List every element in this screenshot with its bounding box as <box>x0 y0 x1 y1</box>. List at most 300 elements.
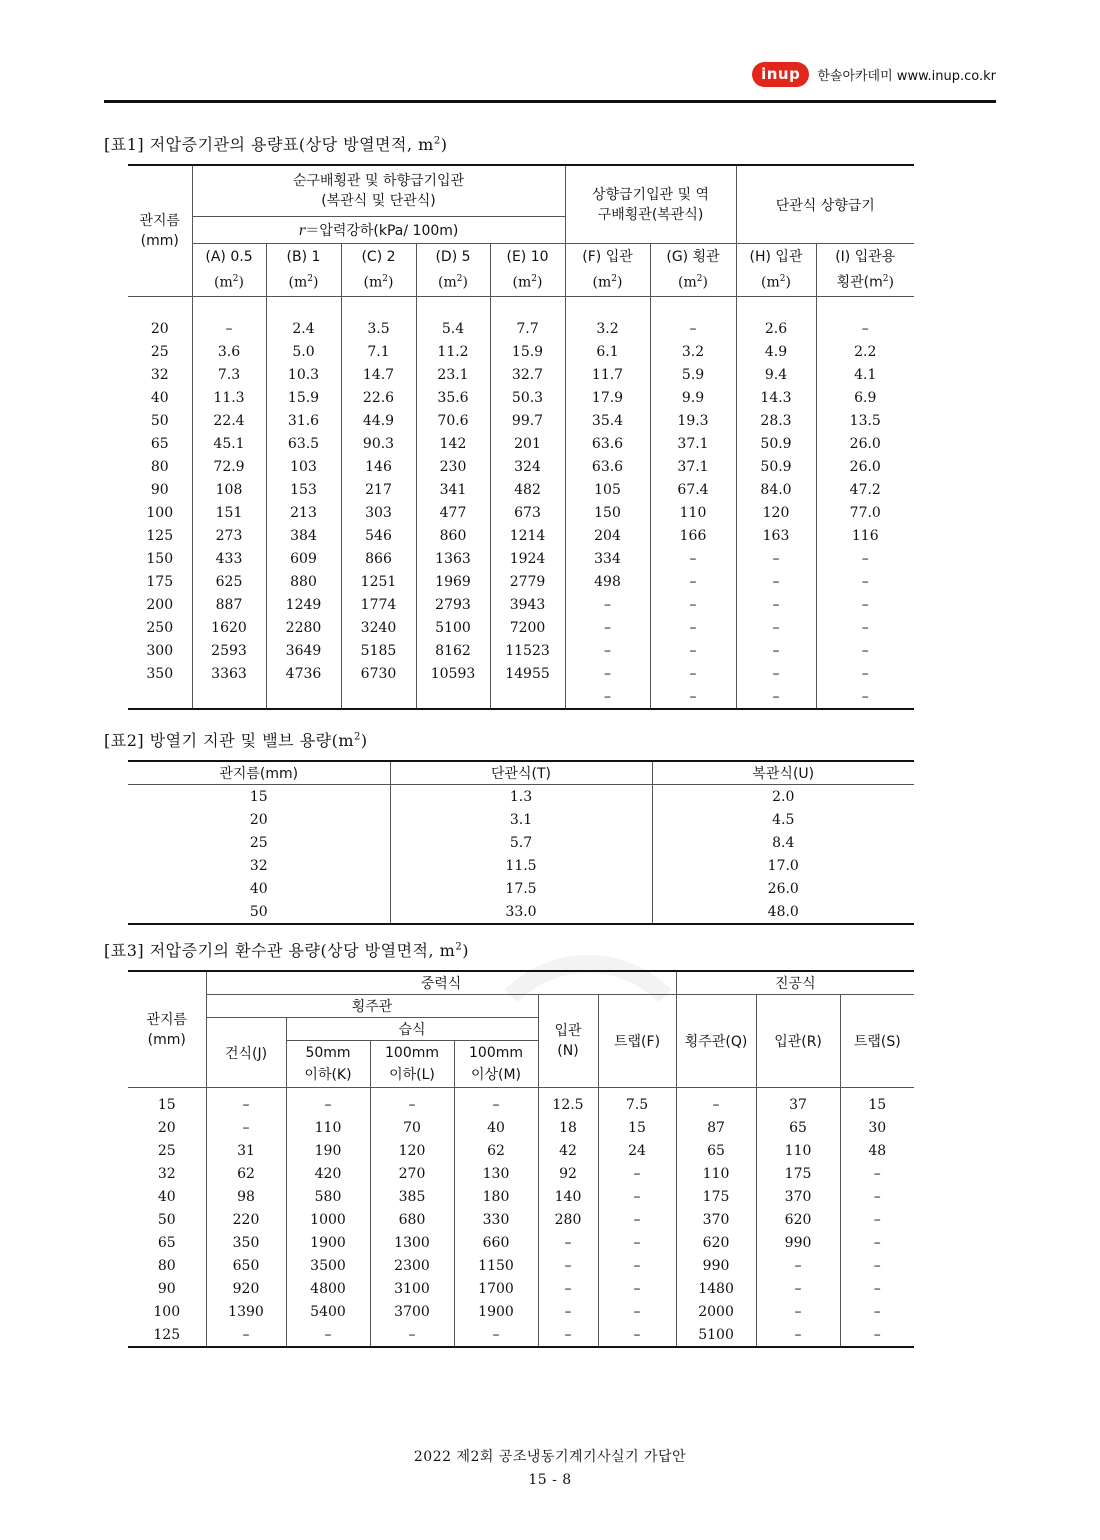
table-cell: 110 <box>676 1162 756 1185</box>
table-cell: 11.7 <box>565 363 650 386</box>
table-cell: – <box>565 639 650 662</box>
table-cell: 11.3 <box>192 386 266 409</box>
table1-col-i <box>816 244 914 297</box>
table-cell: – <box>861 320 869 337</box>
table-cell: – <box>538 1323 598 1347</box>
col-a-unit: $(m^2)$ <box>214 274 244 291</box>
table-cell: 217 <box>341 478 416 501</box>
table-cell: 4.9 <box>736 340 816 363</box>
table-row <box>128 854 914 877</box>
table-cell: 370 <box>676 1208 756 1231</box>
table-cell: 70 <box>370 1116 454 1139</box>
table3-body <box>128 1088 914 1348</box>
table-row <box>128 524 914 547</box>
row-pipe-size-cell: 40 <box>128 1185 206 1208</box>
row-pipe-size-cell: 125 <box>128 524 192 547</box>
col-a-label: (A) 0.5 <box>205 249 253 266</box>
table3-wet: 습식 <box>286 1018 538 1041</box>
table2-header-single: 단관식(T) <box>390 761 652 785</box>
col-f-unit: $(m^2)$ <box>592 274 623 291</box>
table-row <box>128 386 914 409</box>
table-cell: 609 <box>266 547 341 570</box>
table-cell: 7.5 <box>598 1088 676 1117</box>
table-cell: – <box>598 1231 676 1254</box>
table-cell: 35.4 <box>565 409 650 432</box>
table1-col-e <box>490 244 565 297</box>
table-cell: 37.1 <box>650 455 736 478</box>
table-cell: – <box>756 1277 840 1300</box>
table1-pipe-unit: (mm) <box>140 233 179 249</box>
table-cell: – <box>598 1254 676 1277</box>
table-cell: – <box>736 685 816 709</box>
table-cell: 110 <box>650 501 736 524</box>
table-cell: 19.3 <box>650 409 736 432</box>
footer-title: 2022 제2회 공조냉동기계기사실기 가답안 <box>413 1449 687 1465</box>
table-cell: – <box>454 1088 538 1117</box>
table-cell: 2300 <box>370 1254 454 1277</box>
table-cell: 880 <box>266 570 341 593</box>
row-pipe-size-cell: 100 <box>128 1300 206 1323</box>
table-cell: 2779 <box>490 570 565 593</box>
table-cell: – <box>598 1208 676 1231</box>
table-cell: – <box>192 317 266 340</box>
table-cell: 18 <box>538 1116 598 1139</box>
row-pipe-size-cell: 80 <box>128 1254 206 1277</box>
table-cell: 11523 <box>490 639 565 662</box>
table1-group-b <box>565 165 736 244</box>
table3-gravity: 중력식 <box>206 971 676 995</box>
table-cell: 15 <box>598 1116 676 1139</box>
table-cell: 63.6 <box>565 432 650 455</box>
table-cell: 15.9 <box>266 386 341 409</box>
table1-caption-text: [표1] 저압증기관의 용량표(상당 방열면적, m <box>104 135 434 154</box>
table-cell: – <box>565 662 650 685</box>
table-cell: 77.0 <box>849 504 881 521</box>
table-cell <box>416 685 490 709</box>
brand-text: 한솔아카데미 www.inup.co.kr <box>817 69 996 84</box>
table-cell: – <box>736 662 816 685</box>
col-c-unit: $(m^2)$ <box>363 274 394 291</box>
col-i-unit: 횡관$(m^2)$ <box>836 274 894 291</box>
table3 <box>128 970 914 1348</box>
table-cell: 67.4 <box>650 478 736 501</box>
col-g-label: (G) 횡관 <box>666 249 720 266</box>
table1-body <box>128 297 914 710</box>
table-cell: 5100 <box>416 616 490 639</box>
table1-caption-sup: 2 <box>433 135 441 147</box>
table-cell: 5.0 <box>266 340 341 363</box>
table-cell: 87 <box>676 1116 756 1139</box>
table3-header-pipe <box>128 971 206 1088</box>
table3-vacuum: 진공식 <box>676 971 914 995</box>
table-cell: 1900 <box>454 1300 538 1323</box>
table2-caption-text: [표2] 방열기 지관 및 밸브 용량(m <box>104 731 355 750</box>
table-cell: – <box>206 1116 286 1139</box>
table-cell: 7.3 <box>192 363 266 386</box>
table-cell: 887 <box>192 593 266 616</box>
table-cell: 17.5 <box>390 877 652 900</box>
table-cell: 130 <box>454 1162 538 1185</box>
col-d-label: (D) 5 <box>435 249 471 266</box>
table-cell: 40 <box>454 1116 538 1139</box>
table3-caption-text: [표3] 저압증기의 환수관 용량(상당 방열면적, m <box>104 941 456 960</box>
table-row <box>128 340 914 363</box>
table-cell: 15.9 <box>490 340 565 363</box>
table-cell: – <box>873 1188 881 1205</box>
table-cell: 7200 <box>490 616 565 639</box>
inup-logo: inup <box>752 62 809 87</box>
table1-col-c <box>341 244 416 297</box>
table-cell: 280 <box>538 1208 598 1231</box>
table-cell: 673 <box>490 501 565 524</box>
table-row <box>128 1208 914 1231</box>
table-cell: 150 <box>565 501 650 524</box>
table-cell: 3240 <box>341 616 416 639</box>
table-cell: 190 <box>286 1139 370 1162</box>
table-cell: 6730 <box>341 662 416 685</box>
table-cell: 48.0 <box>767 903 799 920</box>
row-pipe-size-cell: 175 <box>128 570 192 593</box>
table-cell: 17.0 <box>767 857 799 874</box>
table1-col-g <box>650 244 736 297</box>
table-cell: 860 <box>416 524 490 547</box>
table-cell: 166 <box>650 524 736 547</box>
table-cell: – <box>286 1323 370 1347</box>
table-cell: 180 <box>454 1185 538 1208</box>
table-cell: – <box>861 665 869 682</box>
table-cell: – <box>206 1088 286 1117</box>
table-cell: 37.1 <box>650 432 736 455</box>
table-cell: 37 <box>756 1088 840 1117</box>
table-cell: 2.6 <box>736 317 816 340</box>
table-cell <box>192 685 266 709</box>
table-cell: 3500 <box>286 1254 370 1277</box>
table-row <box>128 877 914 900</box>
table-cell: 26.0 <box>849 458 881 475</box>
table-cell: 50.9 <box>736 455 816 478</box>
table-cell: 11.2 <box>416 340 490 363</box>
table1-pressure-row <box>192 217 565 244</box>
table-cell: 350 <box>206 1231 286 1254</box>
table-row <box>128 570 914 593</box>
table-cell: – <box>736 639 816 662</box>
table-cell: 63.6 <box>565 455 650 478</box>
table-row <box>128 547 914 570</box>
table-cell: 2593 <box>192 639 266 662</box>
table-cell: 22.6 <box>341 386 416 409</box>
table-cell: 30 <box>868 1119 887 1136</box>
table-cell: 4.5 <box>772 811 795 828</box>
table-cell: 213 <box>266 501 341 524</box>
col-h-unit: $(m^2)$ <box>761 274 791 291</box>
table-cell: 9.9 <box>650 386 736 409</box>
table-cell: 5.7 <box>390 831 652 854</box>
table-cell: – <box>873 1303 881 1320</box>
table-cell: 1251 <box>341 570 416 593</box>
table-cell: 385 <box>370 1185 454 1208</box>
table-cell: 62 <box>454 1139 538 1162</box>
row-pipe-size-cell: 15 <box>128 785 390 809</box>
table-cell: 92 <box>538 1162 598 1185</box>
table-cell: 1774 <box>341 593 416 616</box>
table3-vac-trap: 트랩(S) <box>840 995 914 1088</box>
table1-pressure-label: ＝압력강하(kPa/ 100m) <box>305 223 459 239</box>
table-cell: 5.4 <box>416 317 490 340</box>
table1-group-c <box>736 165 914 244</box>
table2-body <box>128 785 914 925</box>
table-cell: – <box>650 685 736 709</box>
table-cell: 7.7 <box>490 317 565 340</box>
table-cell: 1620 <box>192 616 266 639</box>
table-cell: 2.4 <box>266 317 341 340</box>
table1 <box>128 164 914 710</box>
table1-group-c-label: 단관식 상향급기 <box>775 197 875 214</box>
table-cell: 14.7 <box>341 363 416 386</box>
table3-wet-k: 50mm 이하(K) <box>286 1041 370 1088</box>
table-cell: 163 <box>736 524 816 547</box>
table3-caption-end: ) <box>462 941 469 960</box>
table-cell: 31.6 <box>266 409 341 432</box>
col-d-unit: $(m^2)$ <box>438 274 468 291</box>
table-cell: 2.2 <box>854 343 877 360</box>
table-cell: – <box>873 1326 881 1343</box>
table-row <box>128 432 914 455</box>
table-cell: 477 <box>416 501 490 524</box>
table-cell: – <box>286 1088 370 1117</box>
table-cell: 1249 <box>266 593 341 616</box>
table-row <box>128 409 914 432</box>
row-pipe-size-cell: 250 <box>128 616 192 639</box>
table-cell: 175 <box>756 1162 840 1185</box>
table-cell: 273 <box>192 524 266 547</box>
table-cell: 63.5 <box>266 432 341 455</box>
table-cell: 120 <box>736 501 816 524</box>
table-cell: 8162 <box>416 639 490 662</box>
table-cell: 98 <box>206 1185 286 1208</box>
table-cell: 650 <box>206 1254 286 1277</box>
table-cell: 4.1 <box>854 366 877 383</box>
table-cell: – <box>538 1231 598 1254</box>
table1-col-h <box>736 244 816 297</box>
table-row <box>128 1231 914 1254</box>
table-cell: 420 <box>286 1162 370 1185</box>
table-cell: 201 <box>490 432 565 455</box>
col-g-unit: $(m^2)$ <box>678 274 708 291</box>
table-cell: 5400 <box>286 1300 370 1323</box>
table-cell: 23.1 <box>416 363 490 386</box>
table-row <box>128 1323 914 1347</box>
table-cell: – <box>756 1254 840 1277</box>
col-b-label: (B) 1 <box>286 249 321 266</box>
table-cell: 3.2 <box>650 340 736 363</box>
table1-pipe-label: 관지름 <box>139 213 181 229</box>
table-cell: – <box>736 593 816 616</box>
table-cell: 625 <box>192 570 266 593</box>
table-cell: 116 <box>851 527 879 544</box>
table-cell: 334 <box>565 547 650 570</box>
table-cell: – <box>861 688 869 705</box>
table-row <box>128 1116 914 1139</box>
table-cell: 620 <box>676 1231 756 1254</box>
table2-caption <box>104 728 368 751</box>
row-pipe-size-cell: 50 <box>128 900 390 924</box>
table-row <box>128 593 914 616</box>
table-cell: 2000 <box>676 1300 756 1323</box>
table-cell: 50.3 <box>490 386 565 409</box>
table-row <box>128 616 914 639</box>
table-cell: 140 <box>538 1185 598 1208</box>
table-row <box>128 831 914 854</box>
table-cell: 28.3 <box>736 409 816 432</box>
table-cell: – <box>861 596 869 613</box>
table-cell: 70.6 <box>416 409 490 432</box>
row-pipe-size-cell: 350 <box>128 662 192 685</box>
table-cell: 2.0 <box>772 788 795 805</box>
table-cell: 1.3 <box>390 785 652 809</box>
table2-caption-end: ) <box>360 731 368 750</box>
table-cell: 482 <box>490 478 565 501</box>
table-cell: 3.5 <box>341 317 416 340</box>
table-cell: 3.6 <box>192 340 266 363</box>
table1-caption <box>104 132 447 155</box>
table-row <box>128 1088 914 1117</box>
table-cell: 1000 <box>286 1208 370 1231</box>
table-cell: – <box>650 570 736 593</box>
table-cell: 99.7 <box>490 409 565 432</box>
table-cell: 110 <box>756 1139 840 1162</box>
table3-riser-unit: (N) <box>557 1043 579 1059</box>
table-row <box>128 1139 914 1162</box>
row-pipe-size-cell: 65 <box>128 432 192 455</box>
table-cell: 22.4 <box>192 409 266 432</box>
table3-caption <box>104 938 469 961</box>
table-cell: 35.6 <box>416 386 490 409</box>
row-pipe-size-cell: 32 <box>128 1162 206 1185</box>
row-pipe-size-cell: 25 <box>128 340 192 363</box>
table1-col-a <box>192 244 266 297</box>
table3-riser-label: 입관 <box>554 1023 582 1039</box>
row-pipe-size-cell: 200 <box>128 593 192 616</box>
table-cell: 4736 <box>266 662 341 685</box>
table-cell: – <box>756 1323 840 1347</box>
table3-wet-l: 100mm 이하(L) <box>370 1041 454 1088</box>
table-cell: 50.9 <box>736 432 816 455</box>
table3-dry: 건식(J) <box>206 1018 286 1088</box>
table-cell: 146 <box>341 455 416 478</box>
table-cell: 324 <box>490 455 565 478</box>
col-b-unit: $(m^2)$ <box>288 274 319 291</box>
table-cell: 153 <box>266 478 341 501</box>
table-row <box>128 363 914 386</box>
table-cell: 151 <box>192 501 266 524</box>
row-pipe-size-cell: 80 <box>128 455 192 478</box>
table-cell: 1969 <box>416 570 490 593</box>
table-cell: 110 <box>286 1116 370 1139</box>
col-e-label: (E) 10 <box>506 249 549 266</box>
table-row <box>128 455 914 478</box>
row-pipe-size-cell: 32 <box>128 854 390 877</box>
table-row <box>128 478 914 501</box>
table-row <box>128 501 914 524</box>
table-cell <box>490 685 565 709</box>
table-cell: – <box>873 1257 881 1274</box>
table1-col-f <box>565 244 650 297</box>
table-cell: 1300 <box>370 1231 454 1254</box>
table-cell: – <box>370 1088 454 1117</box>
col-c-label: (C) 2 <box>361 249 396 266</box>
table-cell: 330 <box>454 1208 538 1231</box>
table-row <box>128 317 914 340</box>
table2-header-pipe: 관지름(mm) <box>128 761 390 785</box>
table3-vac-riser: 입관(R) <box>756 995 840 1088</box>
table-cell: 384 <box>266 524 341 547</box>
row-pipe-size-cell: 50 <box>128 1208 206 1231</box>
table-cell: 5185 <box>341 639 416 662</box>
row-pipe-size-cell: 65 <box>128 1231 206 1254</box>
table-cell: 26.0 <box>849 435 881 452</box>
table3-trap-f: 트랩(F) <box>598 995 676 1088</box>
table-cell: 270 <box>370 1162 454 1185</box>
table-cell: 204 <box>565 524 650 547</box>
row-pipe-size-cell: 90 <box>128 478 192 501</box>
table-cell <box>341 685 416 709</box>
table-cell: 47.2 <box>849 481 881 498</box>
table-cell: – <box>538 1277 598 1300</box>
table-cell: 12.5 <box>538 1088 598 1117</box>
row-pipe-size-cell: 15 <box>128 1088 206 1117</box>
row-pipe-size-cell: 300 <box>128 639 192 662</box>
table-cell: 65 <box>756 1116 840 1139</box>
row-pipe-size-cell: 20 <box>128 1116 206 1139</box>
col-e-unit: $(m^2)$ <box>512 274 543 291</box>
table3-riser <box>538 995 598 1088</box>
table-cell: 175 <box>676 1185 756 1208</box>
table-cell: 2280 <box>266 616 341 639</box>
table-cell: 1390 <box>206 1300 286 1323</box>
table-cell: 6.9 <box>854 389 877 406</box>
table-cell: – <box>565 685 650 709</box>
table2 <box>128 760 914 925</box>
footer-page-number: 15 - 8 <box>528 1472 572 1488</box>
table-cell: – <box>873 1165 881 1182</box>
table-cell: 1480 <box>676 1277 756 1300</box>
table-cell: – <box>206 1323 286 1347</box>
table-cell: 120 <box>370 1139 454 1162</box>
table-cell: 5100 <box>676 1323 756 1347</box>
table-cell: 31 <box>206 1139 286 1162</box>
table3-pipe-label: 관지름 <box>146 1011 188 1028</box>
table-cell: 32.7 <box>490 363 565 386</box>
table2-caption-sup: 2 <box>354 731 361 743</box>
table3-pipe-unit: (mm) <box>147 1031 186 1048</box>
table3-wet-m: 100mm 이상(M) <box>454 1041 538 1088</box>
table-cell: 660 <box>454 1231 538 1254</box>
table-cell: – <box>565 593 650 616</box>
table-cell: 90.3 <box>341 432 416 455</box>
table-row <box>128 808 914 831</box>
table-cell: 546 <box>341 524 416 547</box>
table-cell: 303 <box>341 501 416 524</box>
table-cell: 108 <box>192 478 266 501</box>
table-cell: 3649 <box>266 639 341 662</box>
table-row <box>128 1277 914 1300</box>
table-cell: 920 <box>206 1277 286 1300</box>
table-cell: 3363 <box>192 662 266 685</box>
table-cell: 230 <box>416 455 490 478</box>
table-cell: 680 <box>370 1208 454 1231</box>
table-cell: 433 <box>192 547 266 570</box>
row-pipe-size-cell: 20 <box>128 808 390 831</box>
